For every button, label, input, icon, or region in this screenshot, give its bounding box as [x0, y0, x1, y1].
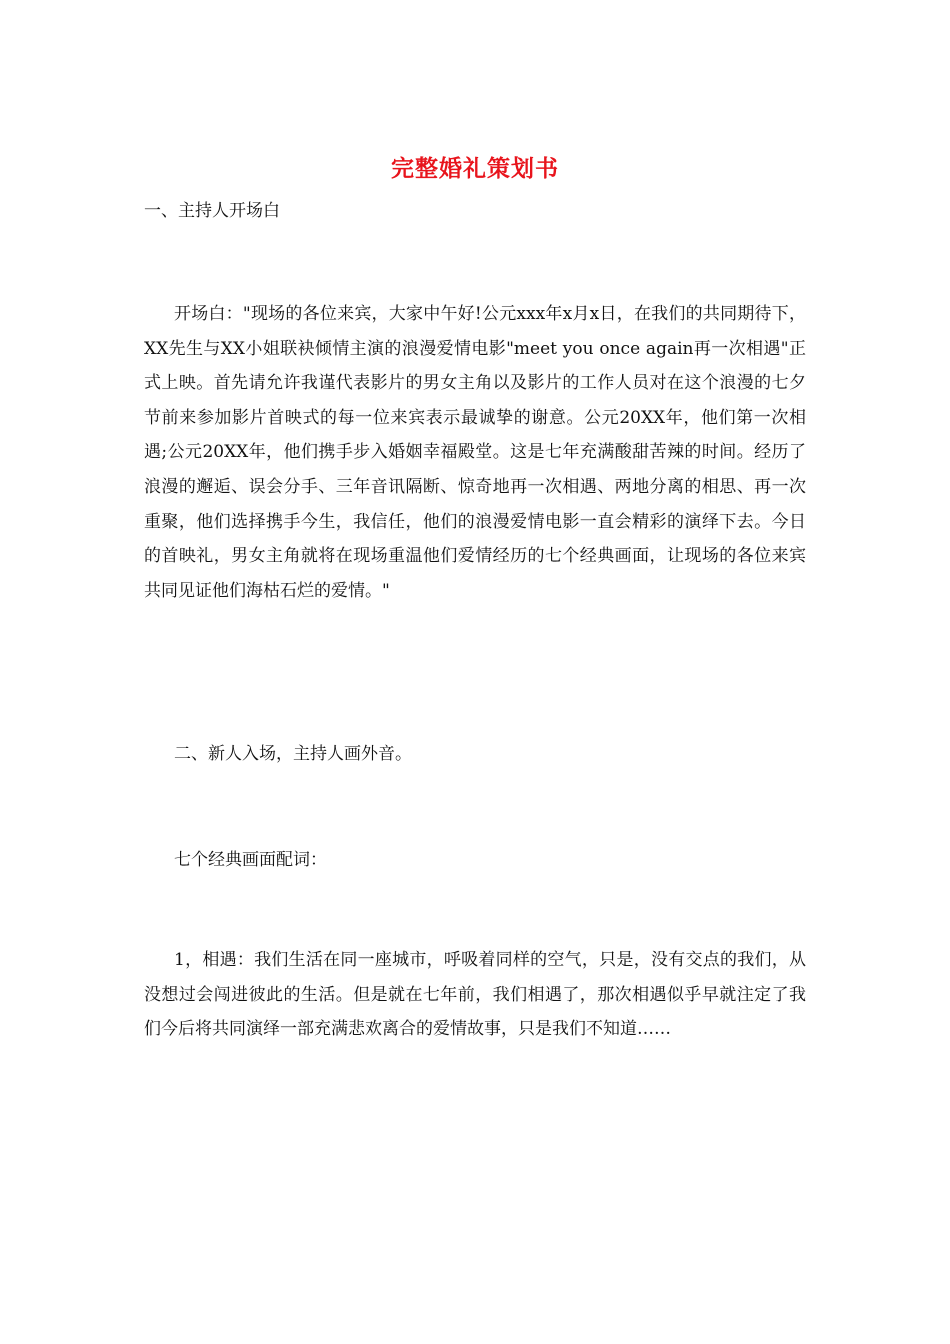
seven-scenes-label: 七个经典画面配词： — [174, 850, 327, 870]
document-title: 完整婚礼策划书 — [391, 155, 559, 182]
section-heading-host-opening: 一、主持人开场白 — [144, 201, 280, 221]
scene-1-paragraph: 1，相遇：我们生活在同一座城市，呼吸着同样的空气，只是，没有交点的我们，从没想过会闯进彼此的生活。但是就在七年前，我们相遇了，那次相遇似乎早就注定了我们今后将共同演绎一部充满悲欢离合的爱情故事，只是我们不知道…… — [144, 950, 806, 1040]
section-heading-couple-entrance: 二、新人入场，主持人画外音。 — [174, 744, 412, 764]
opening-speech-paragraph: 开场白："现场的各位来宾，大家中午好!公元xxx年x月x日，在我们的共同期待下，XX先生与XX小姐联袂倾情主演的浪漫爱情电影"meet you once again再一次相遇"正式上映。首先请允许我谨代表影片的男女主角以及影片的工作人员对在这个浪漫的七夕节前来参加影片首映式的每一位来宾表示最诚挚的谢意。公元20XX年，他们第一次相遇;公元20XX年，他们携手步入婚姻幸福殿堂。这是七年充满酸甜苦辣的时间。经历了浪漫的邂逅、误会分手、三年音讯隔断、惊奇地再一次相遇、两地分离的相思、再一次重聚，他们选择携手今生，我信任，他们的浪漫爱情电影一直会精彩的演绎下去。今日的首映礼，男女主角就将在现场重温他们爱情经历的七个经典画面，让现场的各位来宾共同见证他们海枯石烂的爱情。" — [144, 304, 806, 601]
